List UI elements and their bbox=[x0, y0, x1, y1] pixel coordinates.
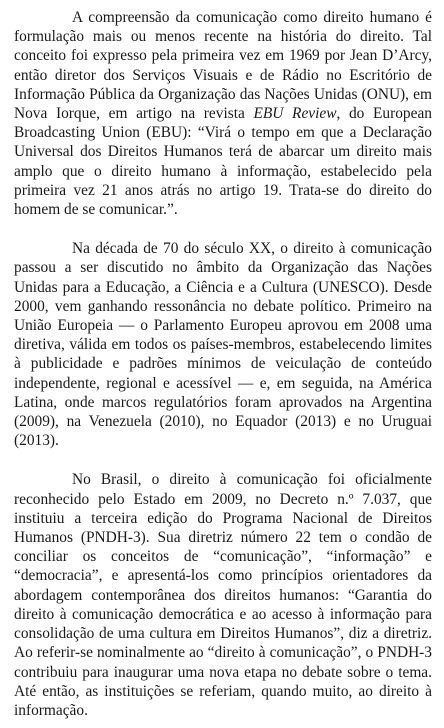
paragraph-1-text-cont: , do European Broadcasting Union (EBU): “Virá o tempo em que a Declaração Universal dos Direitos Humanos terá de abarcar um direito mais amplo que o direito humano à informação, estabelecido pela primeira vez 21 anos atrás no artigo 19. Trata-se do direito do homem de se comunicar.”. bbox=[14, 105, 432, 219]
paragraph-2-text: Na década de 70 do século XX, o direito à comunicação passou a ser discutido no âmbito da Organização das Nações Unidas para a Educação, a Ciência e a Cultura (UNESCO). Desde 2000, vem ganhando ressonância no debate político. Primeiro na União Europeia — o Parlamento Europeu aprovou em 2008 uma diretiva, válida em todos os países-membros, estabelecendo limites à publicidade e padrões mínimos de veiculação de conteúdo independente, regional e acessível — e, em seguida, na América Latina, onde marcos regulatórios foram aprovados na Argentina (2009), na Venezuela (2010), no Equador (2013) e no Uruguai (2013). bbox=[14, 240, 432, 450]
paragraph-1-text: A compreensão da comunicação como direito humano é formulação mais ou menos recente na história do direito. Tal conceito foi expresso pela primeira vez em 1969 por Jean D’Arcy, então diretor dos Serviços Visuais e de Rádio no Escritório de Informação Pública da Organização das Nações Unidas (ONU), em Nova Iorque, em artigo na revista bbox=[14, 9, 432, 123]
paragraph-2 bbox=[14, 239, 432, 450]
paragraph-3-text: No Brasil, o direito à comunicação foi oficialmente reconhecido pelo Estado em 2009, no Decreto n.º 7.037, que instituiu a terceira edição do Programa Nacional de Direitos Humanos (PNDH-3). Sua diretriz número 22 tem o condão de conciliar os conceitos de “comunicação”, “informação” e “democracia”, e apresentá-los como princípios orientadores da abordagem contemporânea dos direitos humanos: “Garantia do direito à comunicação democrática e ao acesso à informação para consolidação de uma cultura em Direitos Humanos”, diz a diretriz. Ao referir-se nominalmente ao “direito à comunicação”, o PNDH-3 contribuiu para inaugurar uma nova etapa no debate sobre o tema. Até então, as instituições se referiam, quando muito, ao direito à informação. bbox=[14, 471, 432, 719]
journal-title: EBU Review bbox=[253, 105, 337, 123]
paragraph-3 bbox=[14, 470, 432, 720]
paragraph-1 bbox=[14, 8, 432, 219]
